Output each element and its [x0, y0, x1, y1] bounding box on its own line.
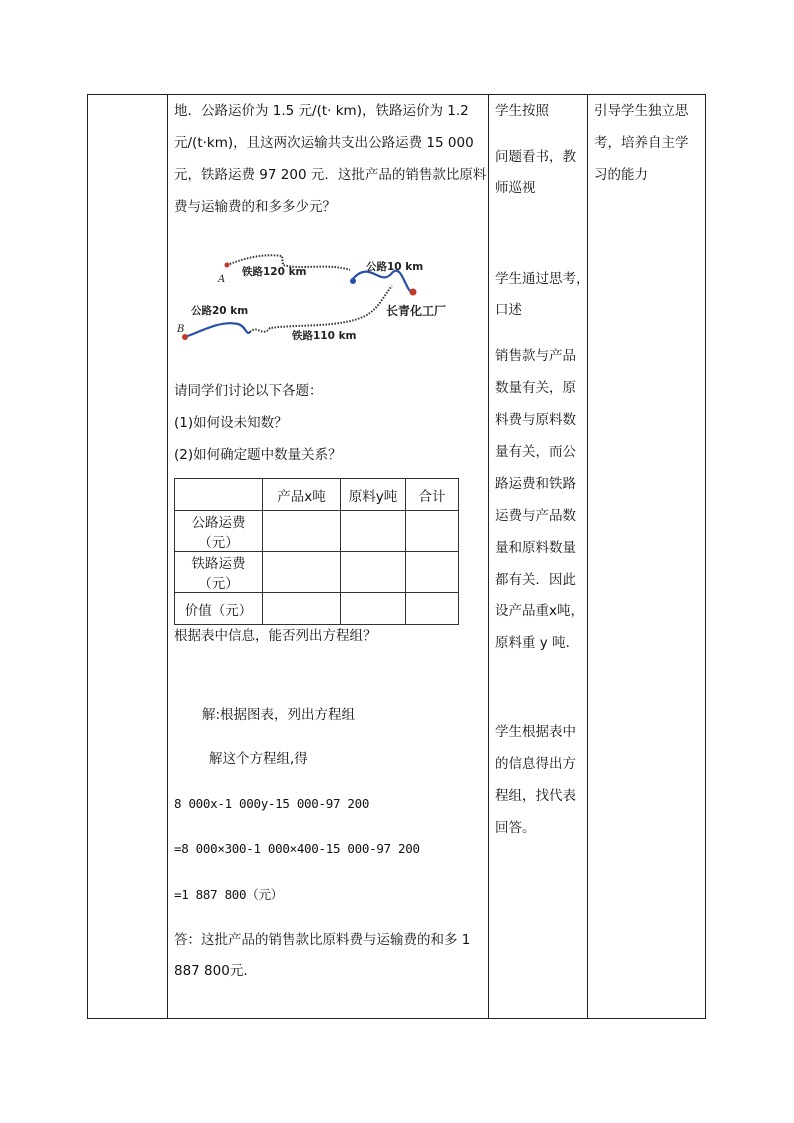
student-activity: 量有关，而公: [495, 444, 576, 460]
point-a-marker: [225, 263, 230, 268]
road-route-a: [352, 271, 413, 292]
problem-line: 元，铁路运费 97 200 元．这批产品的销售款比原料: [174, 167, 487, 183]
row-label: 公路运费（元）: [175, 511, 263, 552]
table-cell: [341, 593, 406, 625]
row-label: 价值（元）: [175, 593, 263, 625]
table-row: [175, 552, 459, 593]
table-header-cell: [175, 479, 263, 511]
answer-line: 887 800元.: [174, 963, 248, 979]
question-1: (1)如何设未知数？: [174, 415, 288, 431]
student-activity: 程组，找代表: [495, 788, 576, 804]
column-divider: [167, 94, 168, 1019]
student-activity: 路运费和铁路: [495, 476, 576, 492]
design-intent: 习的能力: [594, 167, 648, 183]
answer-line: 答：这批产品的销售款比原料费与运输费的和多 1: [174, 932, 471, 948]
junction-marker: [350, 278, 356, 284]
label-b: B: [177, 324, 185, 335]
row-label: 铁路运费（元）: [175, 552, 263, 593]
student-activity: 设产品重x吨，: [495, 603, 584, 619]
student-activity: 问题看书，教: [495, 149, 576, 165]
table-cell: [263, 552, 341, 593]
table-header-row: [175, 479, 459, 511]
table-cell: [341, 552, 406, 593]
student-activity: 回答。: [495, 820, 536, 836]
design-intent: 考，培养自主学: [594, 135, 689, 151]
calculation-line: 8 000x-1 000y-15 000-97 200: [174, 796, 370, 811]
table-header-cell: 产品x吨: [263, 479, 341, 511]
student-activity: 销售款与产品: [495, 348, 576, 364]
student-activity: 原料重 y 吨．: [495, 635, 580, 651]
student-activity: 师巡视: [495, 180, 536, 196]
discussion-intro: 请同学们讨论以下各题：: [174, 383, 323, 399]
rail-a-label: 铁路120 km: [242, 266, 307, 278]
table-cell: [263, 511, 341, 552]
student-activity: 数量有关，原: [495, 380, 576, 396]
quantity-table: [174, 478, 459, 625]
column-divider: [488, 94, 489, 1019]
table-cell: [406, 511, 459, 552]
factory-marker: [410, 289, 417, 296]
calculation-result: =1 887 800（元）: [174, 887, 283, 902]
railway-route-b: [250, 286, 392, 332]
solution-prompt: 根据表中信息，能否列出方程组？: [174, 628, 377, 644]
rail-b-label: 铁路110 km: [292, 330, 357, 342]
road-a-label: 公路10 km: [366, 261, 424, 273]
student-activity: 学生通过思考，: [495, 271, 590, 287]
problem-line: 费与运输费的和多多少元？: [174, 199, 336, 215]
problem-line: 地．公路运价为 1.5 元/(t· km)，铁路运价为 1.2: [174, 103, 469, 119]
table-header-cell: 合计: [406, 479, 459, 511]
student-activity: 的信息得出方: [495, 756, 576, 772]
student-activity: 口述: [495, 302, 522, 318]
student-activity: 量和原料数量: [495, 540, 576, 556]
question-2: (2)如何确定题中数量关系？: [174, 447, 342, 463]
design-intent: 引导学生独立思: [594, 103, 689, 119]
factory-label: 长青化工厂: [386, 304, 447, 318]
problem-line: 元/(t·km)，且这两次运输共支出公路运费 15 000: [174, 135, 474, 151]
label-a: A: [218, 274, 226, 285]
student-activity: 都有关．因此: [495, 572, 576, 588]
table-cell: [263, 593, 341, 625]
table-cell: [406, 552, 459, 593]
route-map-figure: [170, 248, 470, 348]
table-row: [175, 511, 459, 552]
column-divider: [587, 94, 588, 1019]
solution-step: 解这个方程组,得: [209, 751, 308, 767]
table-header-cell: 原料y吨: [341, 479, 406, 511]
solution-step: 解:根据图表，列出方程组: [202, 707, 356, 723]
road-route-b: [185, 323, 250, 337]
student-activity: 学生根据表中: [495, 724, 576, 740]
table-row: [175, 593, 459, 625]
table-cell: [406, 593, 459, 625]
student-activity: 运费与产品数: [495, 508, 576, 524]
calculation-line: =8 000×300-1 000×400-15 000-97 200: [174, 841, 420, 856]
student-activity: 料费与原料数: [495, 412, 576, 428]
road-b-label: 公路20 km: [191, 305, 249, 317]
student-activity: 学生按照: [495, 103, 549, 119]
table-cell: [341, 511, 406, 552]
